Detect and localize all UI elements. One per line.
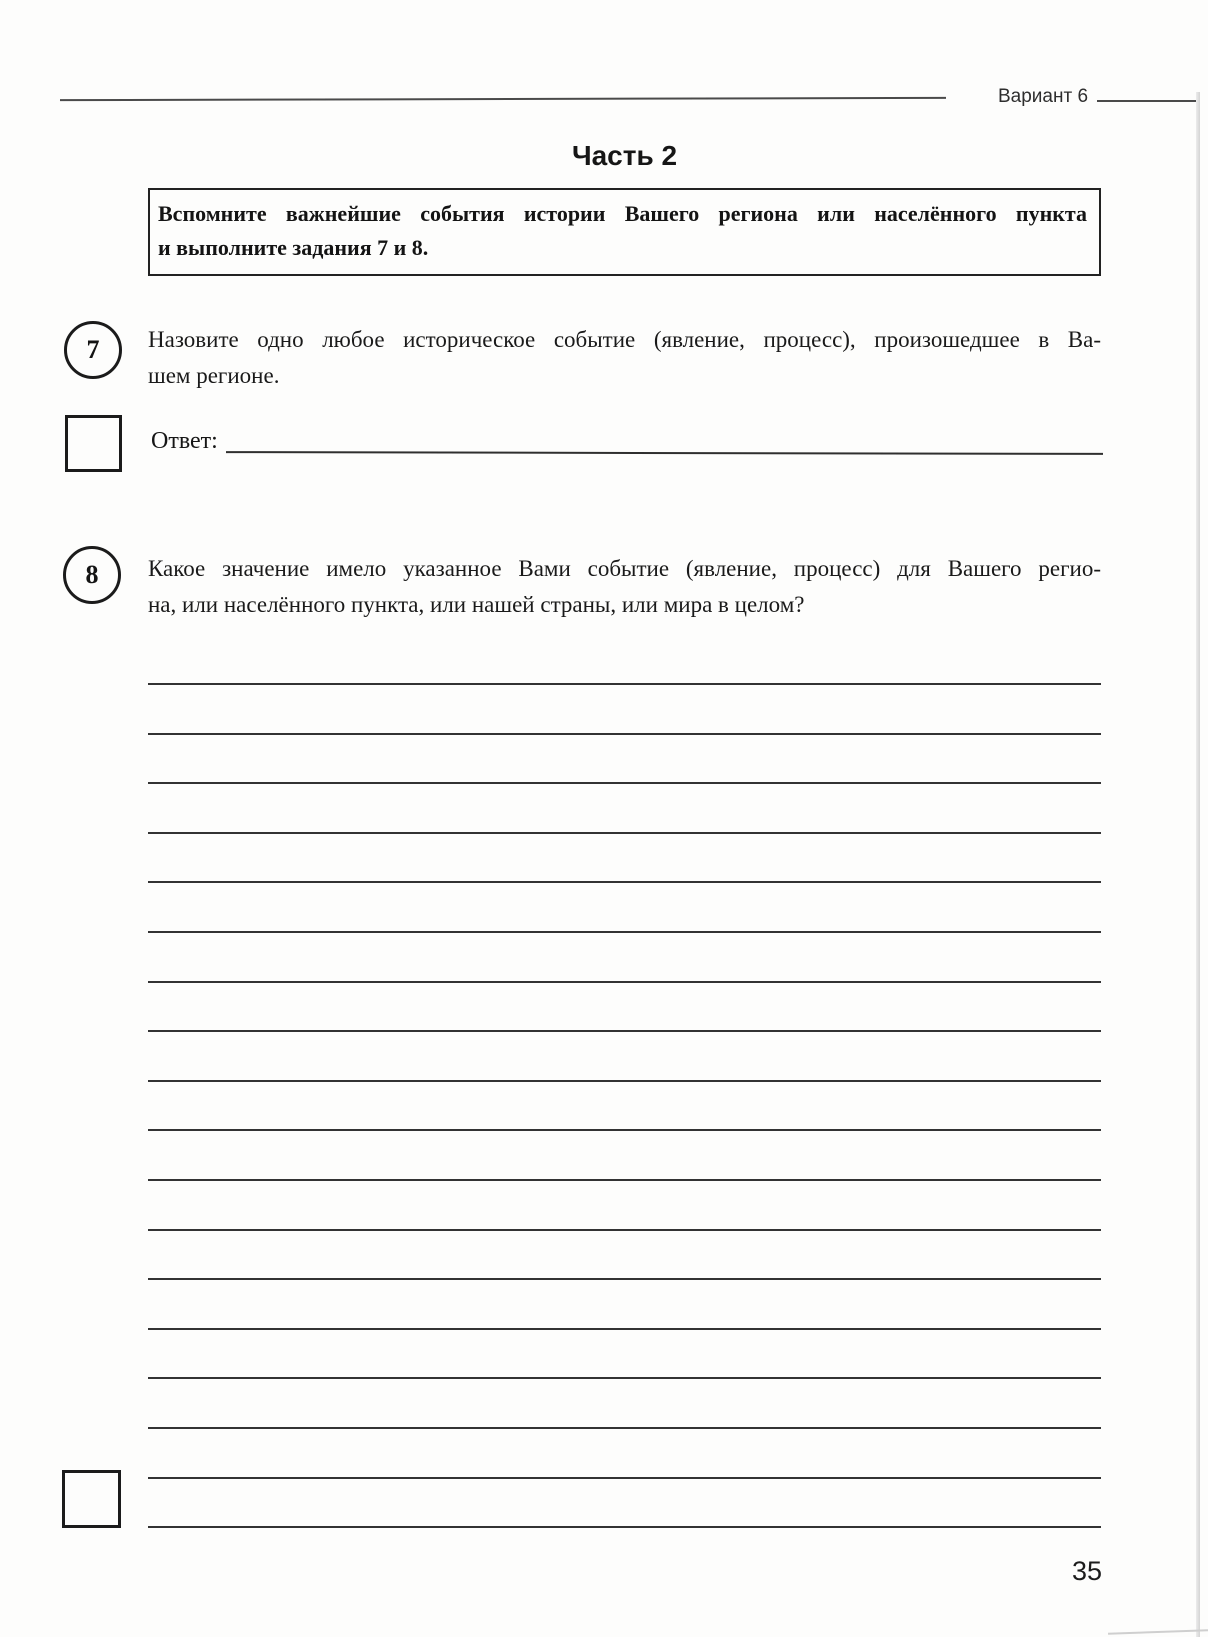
answer-ruled-line — [148, 832, 1101, 834]
header-rule-left — [60, 97, 946, 101]
instruction-line: Вспомните важнейшие события истории Вашего региона или населённого пункта — [158, 201, 1087, 226]
answer-ruled-line — [148, 683, 1101, 685]
answer-ruled-line — [148, 1377, 1101, 1379]
question-7-number-circle — [64, 321, 122, 379]
instruction-line: и выполните задания 7 и 8. — [158, 235, 429, 260]
question-7-text-line: шем регионе. — [148, 363, 280, 388]
answer-ruled-line — [148, 782, 1101, 784]
variant-label: Вариант 6 — [998, 86, 1089, 107]
question-7-text — [148, 322, 1101, 394]
question-8-number-circle — [63, 546, 121, 604]
instruction-box — [148, 188, 1101, 276]
question-7-text-line: Назовите одно любое историческое событие (явление, процесс), произошедшее в Ва- — [148, 327, 1101, 352]
question-7-number: 7 — [86, 335, 100, 364]
scanned-page-corner-edge — [1108, 1629, 1208, 1634]
answer-ruled-line — [148, 1427, 1101, 1429]
answer-ruled-line — [148, 1278, 1101, 1280]
answer-ruled-line — [148, 881, 1101, 883]
answer-ruled-line — [148, 1526, 1101, 1528]
answer-ruled-line — [148, 1080, 1101, 1082]
score-box-question-7 — [65, 415, 122, 472]
answer-label: Ответ: — [151, 428, 218, 454]
answer-ruled-line — [148, 1328, 1101, 1330]
part-title: Часть 2 — [571, 140, 678, 171]
question-8-number: 8 — [85, 560, 99, 589]
answer-ruled-line — [148, 1129, 1101, 1131]
answer-ruled-line — [148, 1229, 1101, 1231]
answer-ruled-line — [148, 1179, 1101, 1181]
answer-blank-line — [226, 451, 1103, 455]
question-8-text — [148, 551, 1101, 623]
answer-ruled-line — [148, 981, 1101, 983]
answer-ruled-line — [148, 931, 1101, 933]
score-box-question-8 — [62, 1470, 121, 1528]
answer-ruled-line — [148, 1030, 1101, 1032]
question-8-text-line: на, или населённого пункта, или нашей страны, или мира в целом? — [148, 592, 805, 617]
answer-ruled-line — [148, 733, 1101, 735]
header-rule-right — [1097, 100, 1197, 102]
scanned-page-edge — [1196, 92, 1200, 1637]
answer-ruled-line — [148, 1477, 1101, 1479]
page-number: 35 — [1072, 1556, 1103, 1586]
question-8-text-line: Какое значение имело указанное Вами событие (явление, процесс) для Вашего регио- — [148, 556, 1101, 581]
